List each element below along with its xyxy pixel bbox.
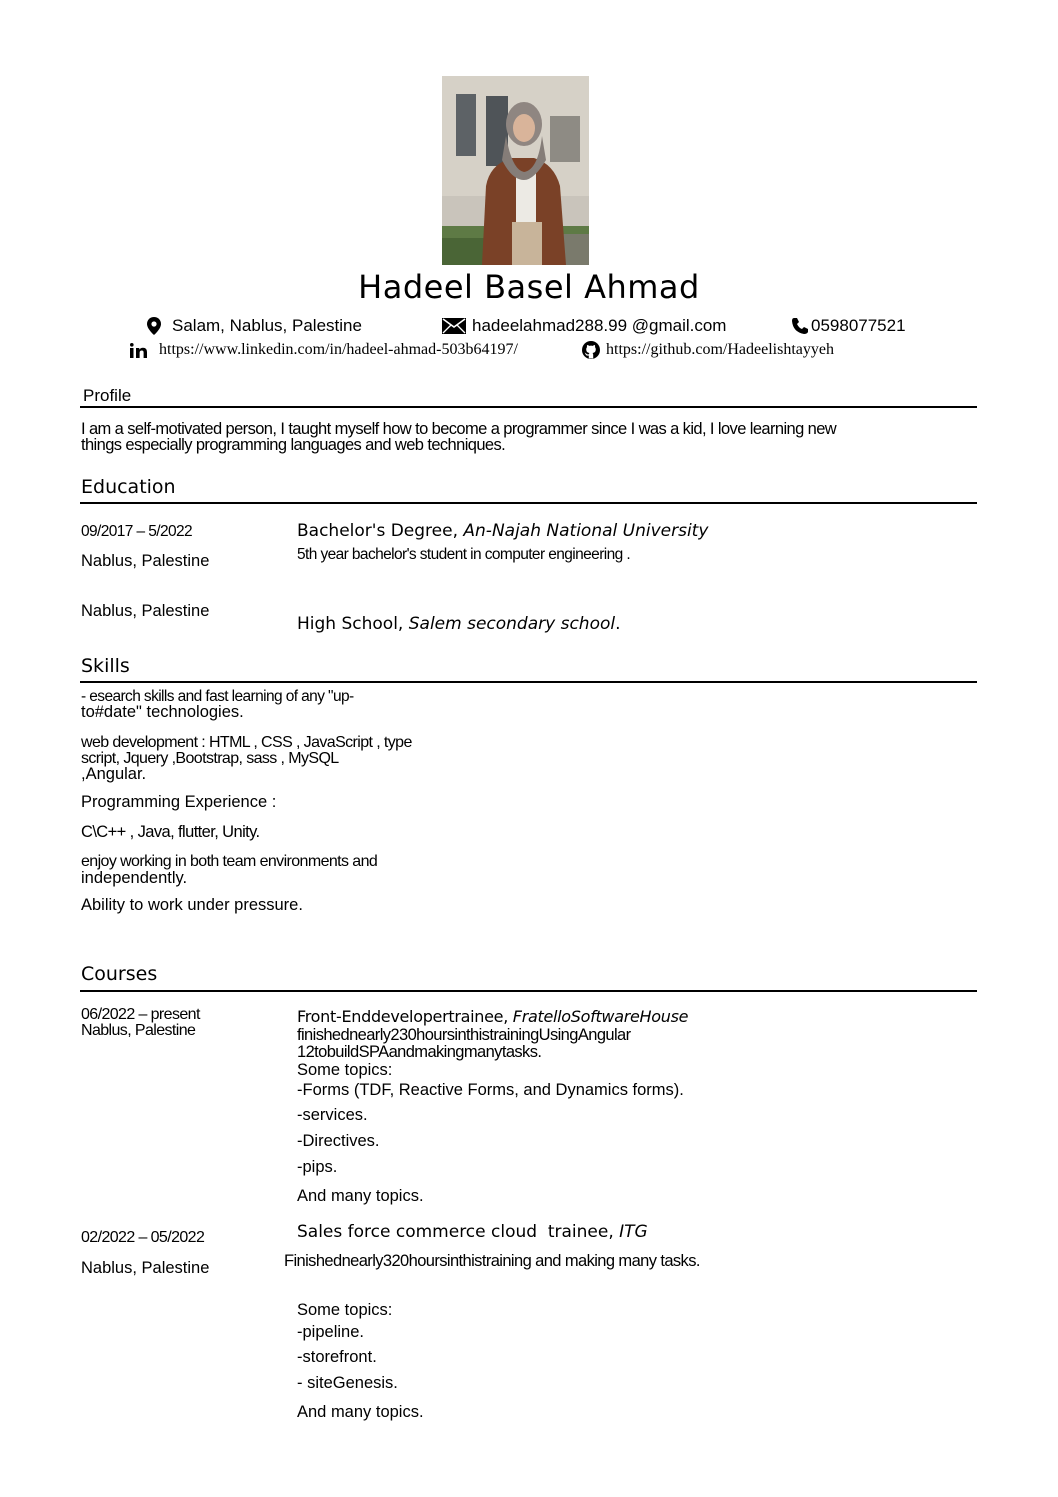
phone-text[interactable]: 0598077521 bbox=[811, 316, 906, 335]
course-line: And many topics. bbox=[297, 1403, 424, 1421]
highschool-location: Nablus, Palestine bbox=[81, 602, 210, 620]
location-contact bbox=[147, 316, 362, 336]
profile-divider bbox=[80, 406, 977, 408]
university-name: An-Najah National University bbox=[463, 521, 709, 541]
skills-divider bbox=[80, 681, 977, 683]
highschool-name: Salem secondary school bbox=[408, 614, 616, 634]
degree-name: Bachelor's Degree, bbox=[297, 521, 458, 541]
course-title bbox=[297, 1007, 688, 1026]
course-title bbox=[297, 1222, 648, 1242]
profile-photo-image bbox=[442, 76, 589, 265]
skill-line: to#date" technologies. bbox=[81, 703, 244, 721]
skills-heading: Skills bbox=[81, 655, 130, 677]
course-line: -pips. bbox=[297, 1158, 338, 1176]
course-line: -Forms (TDF, Reactive Forms, and Dynamics forms). bbox=[297, 1081, 684, 1099]
course-org: FratelloSoftwareHouse bbox=[512, 1007, 689, 1026]
course-dates: 06/2022 – present bbox=[81, 1006, 200, 1023]
github-url[interactable]: https://github.com/Hadeelishtayyeh bbox=[606, 341, 834, 358]
candidate-name: Hadeel Basel Ahmad bbox=[358, 268, 700, 306]
course-line: - siteGenesis. bbox=[297, 1374, 398, 1392]
phone-contact[interactable] bbox=[791, 316, 906, 336]
skill-line: Ability to work under pressure. bbox=[81, 896, 303, 914]
course-line: Some topics: bbox=[297, 1061, 393, 1079]
location-text: Salam, Nablus, Palestine bbox=[172, 316, 362, 335]
course-line: finishednearly230hoursinthistrainingUsingAngular bbox=[297, 1026, 631, 1044]
course-line: 12tobuildSPAandmakingmanytasks. bbox=[297, 1043, 542, 1061]
course-line: -storefront. bbox=[297, 1348, 377, 1366]
course-line: Some topics: bbox=[297, 1301, 393, 1319]
education-divider bbox=[80, 502, 977, 504]
course-line: -Directives. bbox=[297, 1132, 380, 1150]
skill-line: independently. bbox=[81, 869, 188, 887]
course-role: Sales force commerce cloud trainee, bbox=[297, 1222, 614, 1242]
course-location: Nablus, Palestine bbox=[81, 1022, 196, 1039]
skill-line: C\C++ , Java, flutter, Unity. bbox=[81, 823, 260, 841]
highschool-title bbox=[297, 614, 621, 634]
education-degree-title bbox=[297, 521, 708, 541]
skill-line: Programming Experience : bbox=[81, 793, 277, 811]
courses-heading: Courses bbox=[81, 963, 158, 985]
course-line: -services. bbox=[297, 1106, 368, 1124]
skill-line: - esearch skills and fast learning of any "up- bbox=[81, 688, 354, 705]
courses-divider bbox=[80, 990, 977, 992]
course-line: Finishednearly320hoursinthistraining and making many tasks. bbox=[284, 1252, 700, 1270]
course-org: ITG bbox=[619, 1222, 648, 1242]
linkedin-contact[interactable] bbox=[130, 341, 518, 359]
skill-line: enjoy working in both team environments and bbox=[81, 853, 378, 870]
course-role: Front-Enddevelopertrainee, bbox=[297, 1007, 508, 1026]
email-text[interactable]: hadeelahmad288.99 @gmail.com bbox=[472, 316, 727, 335]
skill-line: script, Jquery ,Bootstrap, sass , MySQL bbox=[81, 750, 339, 767]
course-line: -pipeline. bbox=[297, 1323, 364, 1341]
profile-heading: Profile bbox=[83, 386, 132, 405]
profile-photo bbox=[442, 76, 589, 265]
github-contact[interactable] bbox=[582, 341, 834, 359]
highschool-degree: High School, bbox=[297, 614, 404, 634]
envelope-icon bbox=[442, 318, 466, 334]
email-contact[interactable] bbox=[442, 316, 726, 336]
github-icon bbox=[582, 341, 600, 359]
linkedin-icon bbox=[130, 343, 147, 358]
education-description: 5th year bachelor's student in computer engineering . bbox=[297, 546, 631, 563]
course-dates: 02/2022 – 05/2022 bbox=[81, 1229, 205, 1246]
education-dates: 09/2017 – 5/2022 bbox=[81, 523, 193, 540]
skill-line: ,Angular. bbox=[81, 765, 147, 783]
education-heading: Education bbox=[81, 476, 176, 498]
course-line: And many topics. bbox=[297, 1187, 424, 1205]
map-pin-icon bbox=[147, 317, 161, 335]
skill-line: web development : HTML , CSS , JavaScript , type bbox=[81, 734, 412, 751]
course-location: Nablus, Palestine bbox=[81, 1259, 210, 1277]
linkedin-url[interactable]: https://www.linkedin.com/in/hadeel-ahmad-503b64197/ bbox=[159, 341, 518, 358]
profile-summary-line-1: I am a self-motivated person, I taught myself how to become a programmer since I was a kid, I love learning new bbox=[81, 420, 837, 438]
phone-icon bbox=[791, 317, 809, 335]
highschool-suffix: . bbox=[615, 614, 621, 634]
profile-summary-line-2: things especially programming languages and web techniques. bbox=[81, 436, 506, 454]
education-location: Nablus, Palestine bbox=[81, 552, 210, 570]
